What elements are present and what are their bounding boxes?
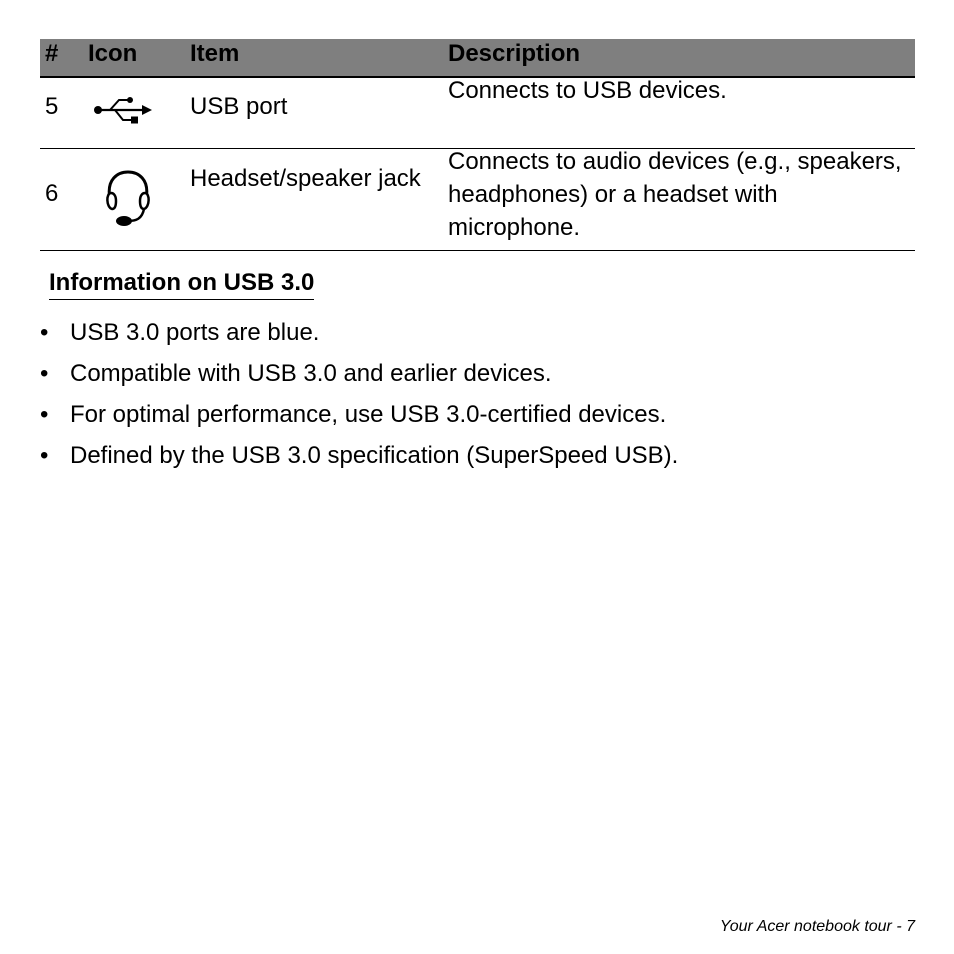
row-num: 5 [45, 93, 59, 120]
table-header [40, 39, 915, 78]
header-description: Description [448, 40, 581, 67]
list-item-text: For optimal performance, use USB 3.0-certified devices. [70, 401, 667, 428]
row-num: 6 [45, 180, 59, 207]
section-heading: Information on USB 3.0 [49, 267, 314, 300]
row-item: Headset/speaker jack [190, 165, 421, 192]
header-item: Item [190, 40, 240, 67]
list-item [40, 357, 900, 398]
list-item [40, 316, 900, 357]
list-item [40, 398, 900, 439]
row-item: USB port [190, 93, 288, 120]
table-row [40, 78, 915, 149]
row-description: Connects to USB devices. [448, 77, 727, 104]
ports-table [40, 39, 915, 251]
list-item-text: Compatible with USB 3.0 and earlier devices. [70, 360, 552, 387]
bullet-list [40, 316, 900, 480]
row-description: Connects to audio devices (e.g., speakers, headphones) or a headset with microphone. [448, 148, 902, 241]
headset-icon [102, 169, 154, 229]
bullet-marker: • [40, 401, 49, 428]
bullet-marker: • [40, 442, 49, 469]
list-item [40, 439, 900, 480]
list-item-text: USB 3.0 ports are blue. [70, 319, 320, 346]
list-item-text: Defined by the USB 3.0 specification (SuperSpeed USB). [70, 442, 679, 469]
bullet-marker: • [40, 319, 49, 346]
table-row [40, 149, 915, 251]
bullet-marker: • [40, 360, 49, 387]
page-footer: Your Acer notebook tour - 7 [719, 918, 915, 935]
header-num: # [45, 40, 59, 67]
header-icon: Icon [88, 40, 138, 67]
usb-icon [92, 95, 154, 125]
